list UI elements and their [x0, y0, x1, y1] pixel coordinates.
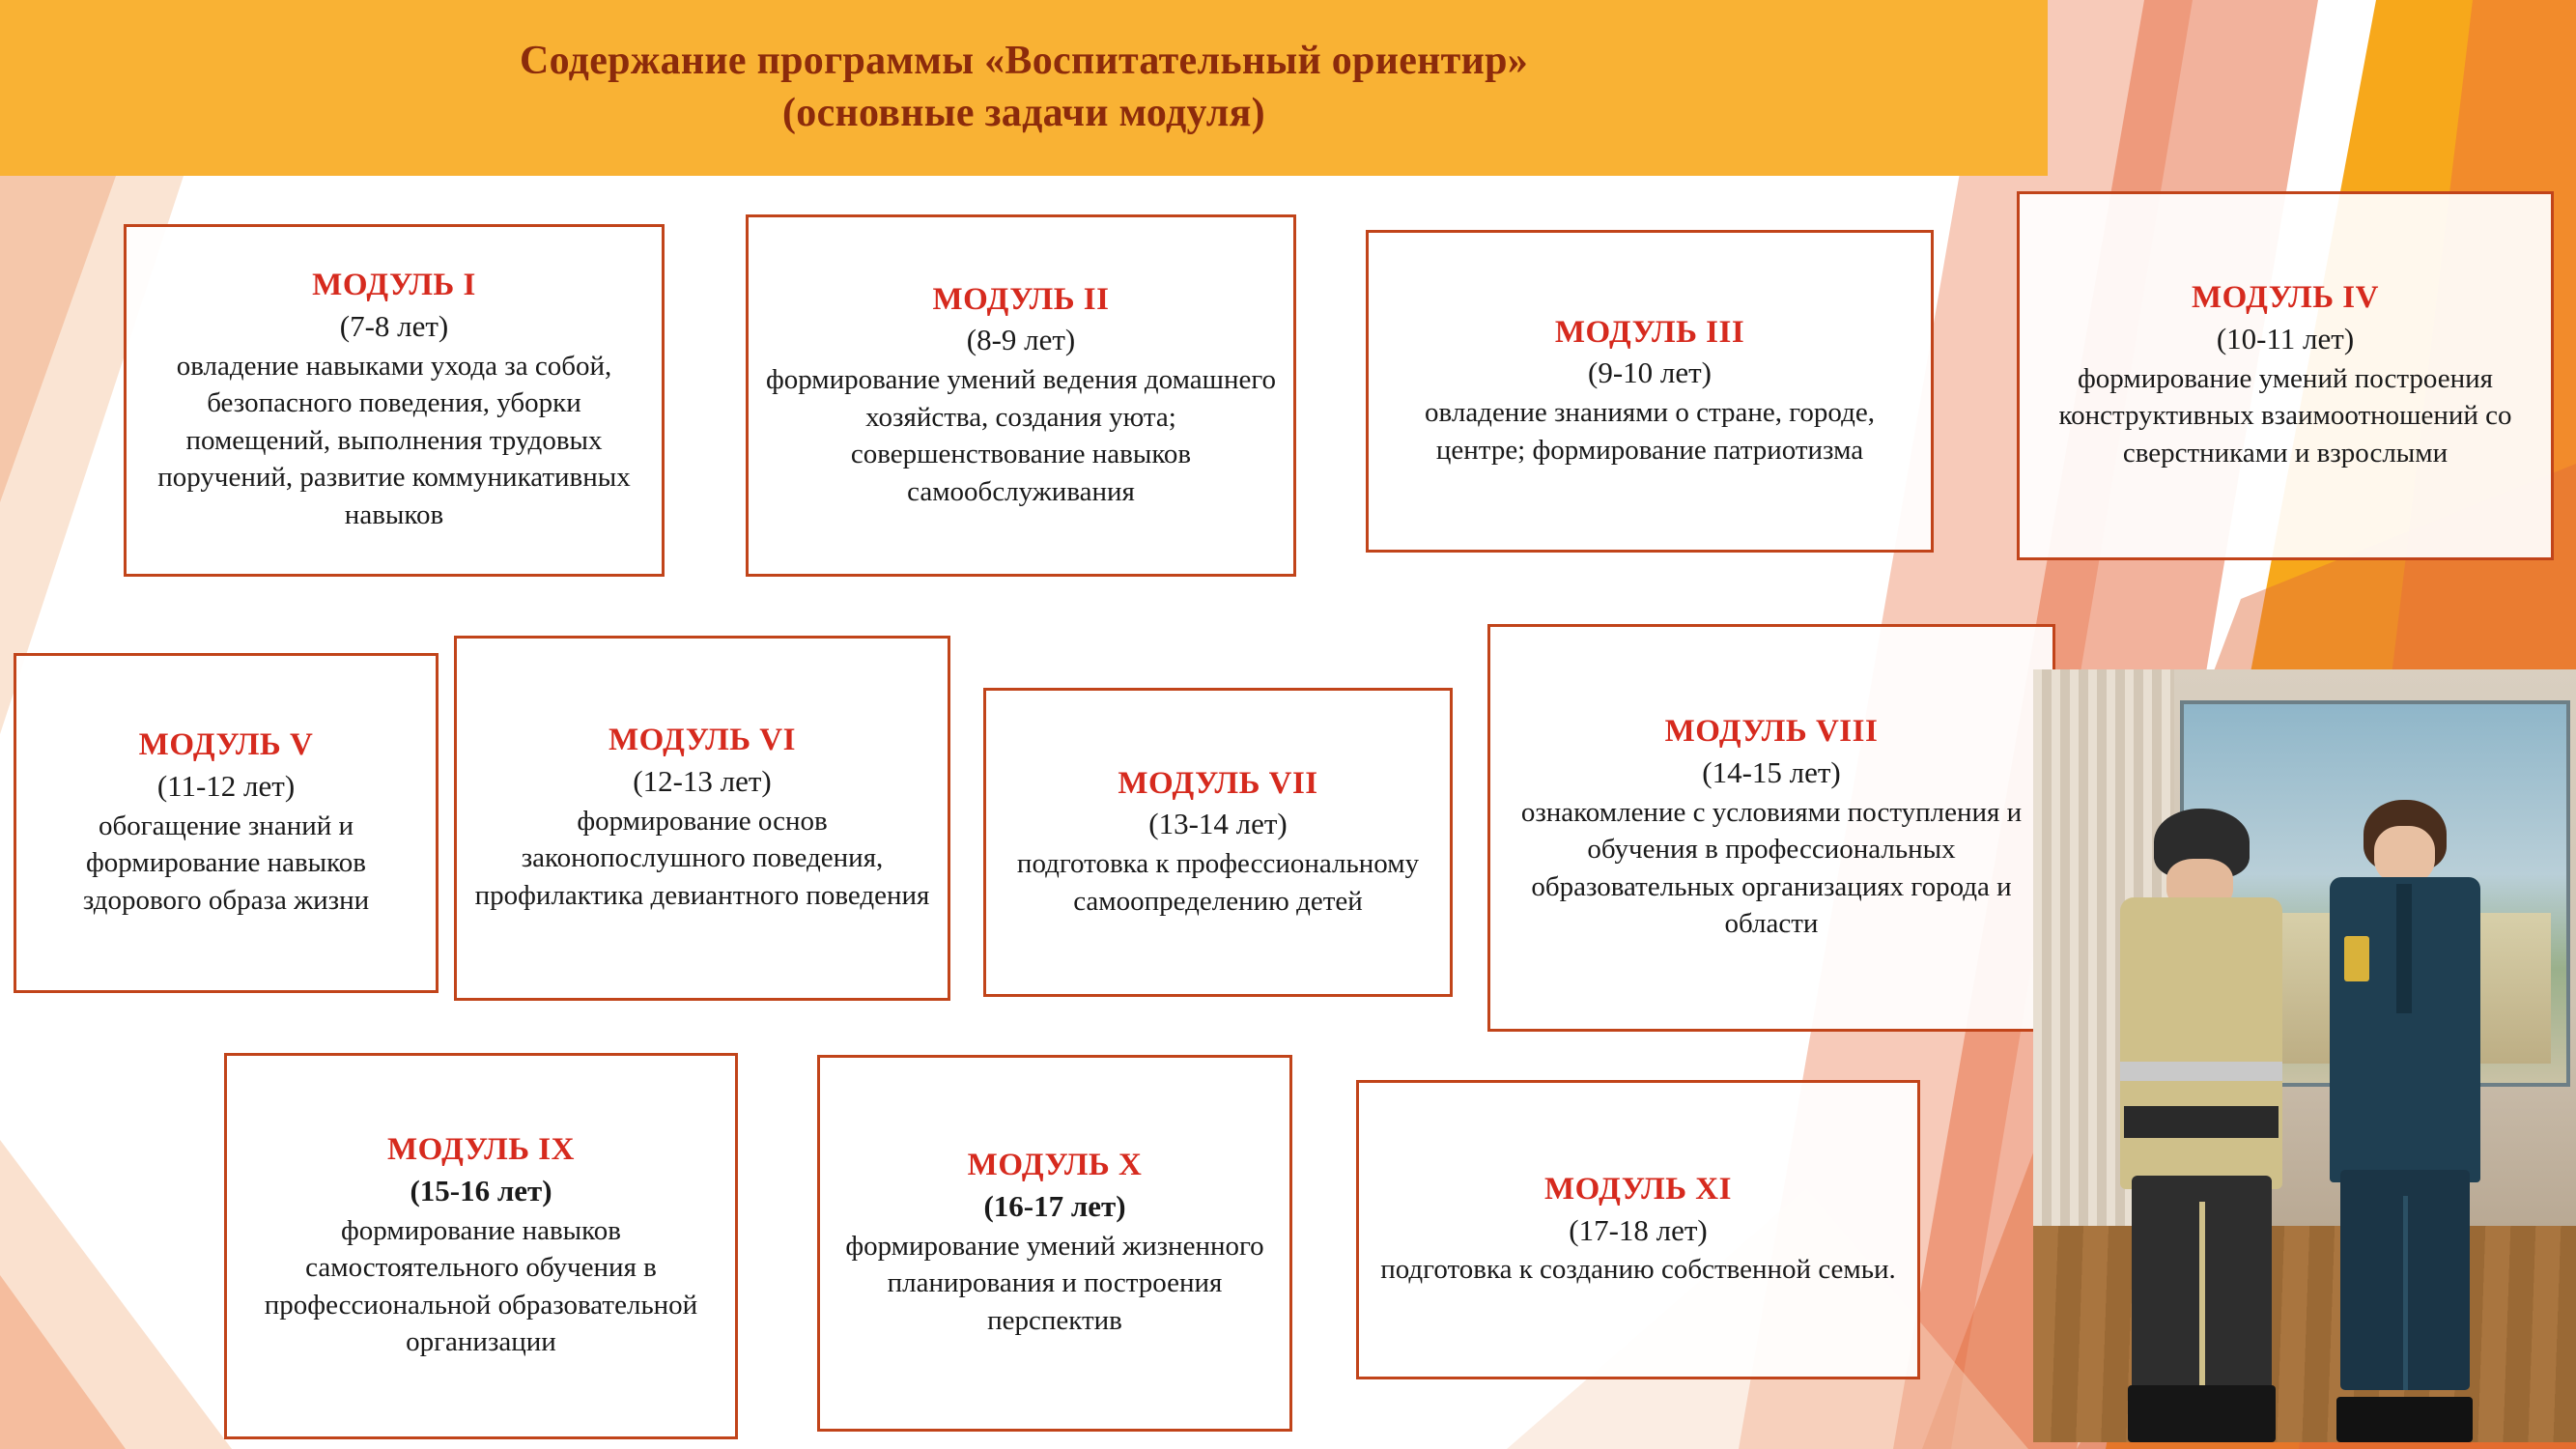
module-card-6: [454, 636, 950, 1001]
module-title: МОДУЛЬ VII: [1118, 765, 1318, 801]
module-age: (13-14 лет): [1148, 807, 1288, 841]
module-title: МОДУЛЬ V: [138, 727, 314, 763]
module-description: ознакомление с условиями поступления и обучения в профессиональных образовательных организациях города и области: [1520, 796, 2023, 940]
module-description: формирование умений ведения домашнего хозяйства, создания уюта; совершенствование навыков самообслуживания: [765, 364, 1277, 507]
module-title: МОДУЛЬ VI: [609, 723, 796, 758]
module-age: (7-8 лет): [339, 309, 449, 344]
face: [2374, 826, 2435, 884]
shoulder-patch: [2344, 936, 2369, 981]
module-card-10: [817, 1055, 1292, 1432]
module-age: (9-10 лет): [1588, 355, 1712, 390]
jacket: [2120, 897, 2282, 1189]
page-title-line1: Содержание программы «Воспитательный ориентир»: [519, 39, 1529, 84]
module-title: МОДУЛЬ XI: [1544, 1172, 1732, 1208]
module-age: (15-16 лет): [410, 1173, 552, 1208]
belt: [2124, 1106, 2279, 1138]
module-age: (16-17 лет): [983, 1189, 1126, 1224]
leg-gap: [2199, 1202, 2205, 1392]
tie: [2396, 884, 2413, 1013]
module-description: подготовка к созданию собственной семьи.: [1380, 1254, 1896, 1286]
module-description: формирование навыков самостоятельного обучения в профессиональной образовательной организации: [264, 1214, 698, 1358]
module-card-9: [224, 1053, 738, 1439]
page-title-banner: [0, 0, 2048, 176]
module-age: (14-15 лет): [1702, 754, 1841, 789]
module-age: (8-9 лет): [966, 323, 1076, 357]
module-age: (10-11 лет): [2216, 322, 2355, 356]
module-title: МОДУЛЬ II: [932, 281, 1110, 317]
module-card-8: [1487, 624, 2055, 1032]
module-card-7: [983, 688, 1453, 997]
module-description: подготовка к профессиональному самоопределению детей: [1016, 848, 1420, 917]
module-description: овладение навыками ухода за собой, безопасного поведения, уборки помещений, выполнения трудовых поручений, развитие коммуникативных навыков: [157, 350, 631, 531]
module-age: (17-18 лет): [1569, 1212, 1708, 1247]
photo-firefighters: [2033, 669, 2576, 1442]
module-card-2: [746, 214, 1296, 577]
module-title: МОДУЛЬ IV: [2192, 280, 2379, 316]
module-title: МОДУЛЬ IX: [387, 1132, 575, 1168]
module-description: формирование основ законопослушного поведения, профилактика девиантного поведения: [474, 805, 930, 911]
module-title: МОДУЛЬ X: [967, 1148, 1143, 1183]
module-title: МОДУЛЬ VIII: [1664, 714, 1879, 750]
photo-person-firefighter: [2109, 809, 2294, 1442]
module-description: овладение знаниями о стране, городе, центре; формирование патриотизма: [1425, 397, 1875, 466]
module-card-3: [1366, 230, 1934, 553]
module-description: формирование умений жизненного планирования и построения перспектив: [845, 1230, 1264, 1336]
module-card-4: [2017, 191, 2554, 560]
module-age: (11-12 лет): [156, 769, 296, 804]
module-age: (12-13 лет): [633, 764, 772, 799]
module-title: МОДУЛЬ III: [1554, 314, 1745, 350]
module-description: обогащение знаний и формирование навыков здорового образа жизни: [82, 810, 370, 916]
page-title-line2: (основные задачи модуля): [782, 91, 1265, 135]
boots: [2128, 1385, 2276, 1442]
module-title: МОДУЛЬ I: [312, 268, 476, 303]
module-card-11: [1356, 1080, 1920, 1379]
leg-gap: [2403, 1196, 2408, 1391]
reflective-stripe: [2120, 1062, 2282, 1081]
shoes: [2336, 1397, 2473, 1442]
module-description: формирование умений построения конструктивных взаимоотношений со сверстниками и взрослыми: [2058, 362, 2512, 469]
module-card-1: [124, 224, 665, 577]
module-card-5: [14, 653, 439, 993]
photo-person-officer: [2315, 793, 2494, 1442]
